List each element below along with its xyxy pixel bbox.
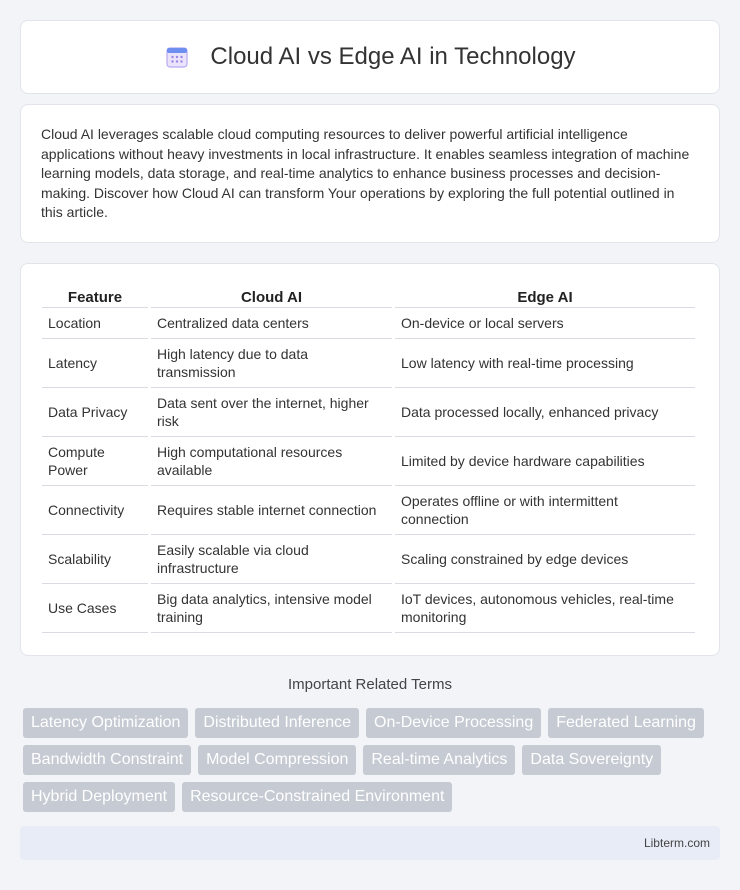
table-cell: Scalability (42, 535, 148, 584)
related-term-tag[interactable]: Distributed Inference (195, 708, 359, 738)
related-term-tag[interactable]: Hybrid Deployment (23, 782, 175, 812)
table-cell: Easily scalable via cloud infrastructure (151, 535, 392, 584)
page-title: Cloud AI vs Edge AI in Technology (210, 43, 576, 70)
table-cell: Data Privacy (42, 388, 148, 437)
table-cell: On-device or local servers (395, 308, 695, 339)
table-cell: High computational resources available (151, 437, 392, 486)
related-term-tag[interactable]: Latency Optimization (23, 708, 188, 738)
related-term-tag[interactable]: Resource-Constrained Environment (182, 782, 452, 812)
intro-text: Cloud AI leverages scalable cloud computing resources to deliver powerful artificial intelligence applications without heavy investments in local infrastructure. It enables seamless integration of machine learning models, data storage, and real-time analytics to enhance business processes and decision-making. Discover how Cloud AI can transform Your operations by exploring the full potential outlined in this article. (41, 126, 690, 221)
table-cell: Centralized data centers (151, 308, 392, 339)
table-row (42, 584, 695, 633)
table-cell: Latency (42, 339, 148, 388)
comparison-table-card (20, 263, 720, 656)
column-header: Edge AI (395, 286, 695, 308)
footer (20, 826, 720, 860)
table-cell: Scaling constrained by edge devices (395, 535, 695, 584)
table-row (42, 388, 695, 437)
table-cell: Compute Power (42, 437, 148, 486)
table-cell: Operates offline or with intermittent connection (395, 486, 695, 535)
calendar-icon (164, 44, 190, 70)
column-header: Feature (42, 286, 148, 308)
table-row (42, 308, 695, 339)
table-cell: Use Cases (42, 584, 148, 633)
related-term-tag[interactable]: Federated Learning (548, 708, 704, 738)
table-cell: Location (42, 308, 148, 339)
table-row (42, 339, 695, 388)
table-row (42, 535, 695, 584)
related-term-tag[interactable]: On-Device Processing (366, 708, 541, 738)
table-cell: IoT devices, autonomous vehicles, real-time monitoring (395, 584, 695, 633)
table-cell: Big data analytics, intensive model training (151, 584, 392, 633)
table-header-row (42, 286, 695, 308)
table-cell: Connectivity (42, 486, 148, 535)
column-header: Cloud AI (151, 286, 392, 308)
table-cell: Data processed locally, enhanced privacy (395, 388, 695, 437)
related-terms-list (23, 708, 723, 819)
table-cell: Requires stable internet connection (151, 486, 392, 535)
related-term-tag[interactable]: Real-time Analytics (363, 745, 515, 775)
table-cell: Data sent over the internet, higher risk (151, 388, 392, 437)
related-terms-title: Important Related Terms (288, 676, 452, 693)
table-row (42, 486, 695, 535)
table-cell: Low latency with real-time processing (395, 339, 695, 388)
related-term-tag[interactable]: Data Sovereignty (522, 745, 661, 775)
comparison-table (39, 286, 698, 633)
intro-card (20, 104, 720, 243)
related-term-tag[interactable]: Bandwidth Constraint (23, 745, 191, 775)
related-term-tag[interactable]: Model Compression (198, 745, 356, 775)
table-cell: Limited by device hardware capabilities (395, 437, 695, 486)
footer-site-link[interactable]: Libterm.com (643, 836, 710, 850)
header-card (20, 20, 720, 94)
table-row (42, 437, 695, 486)
table-cell: High latency due to data transmission (151, 339, 392, 388)
